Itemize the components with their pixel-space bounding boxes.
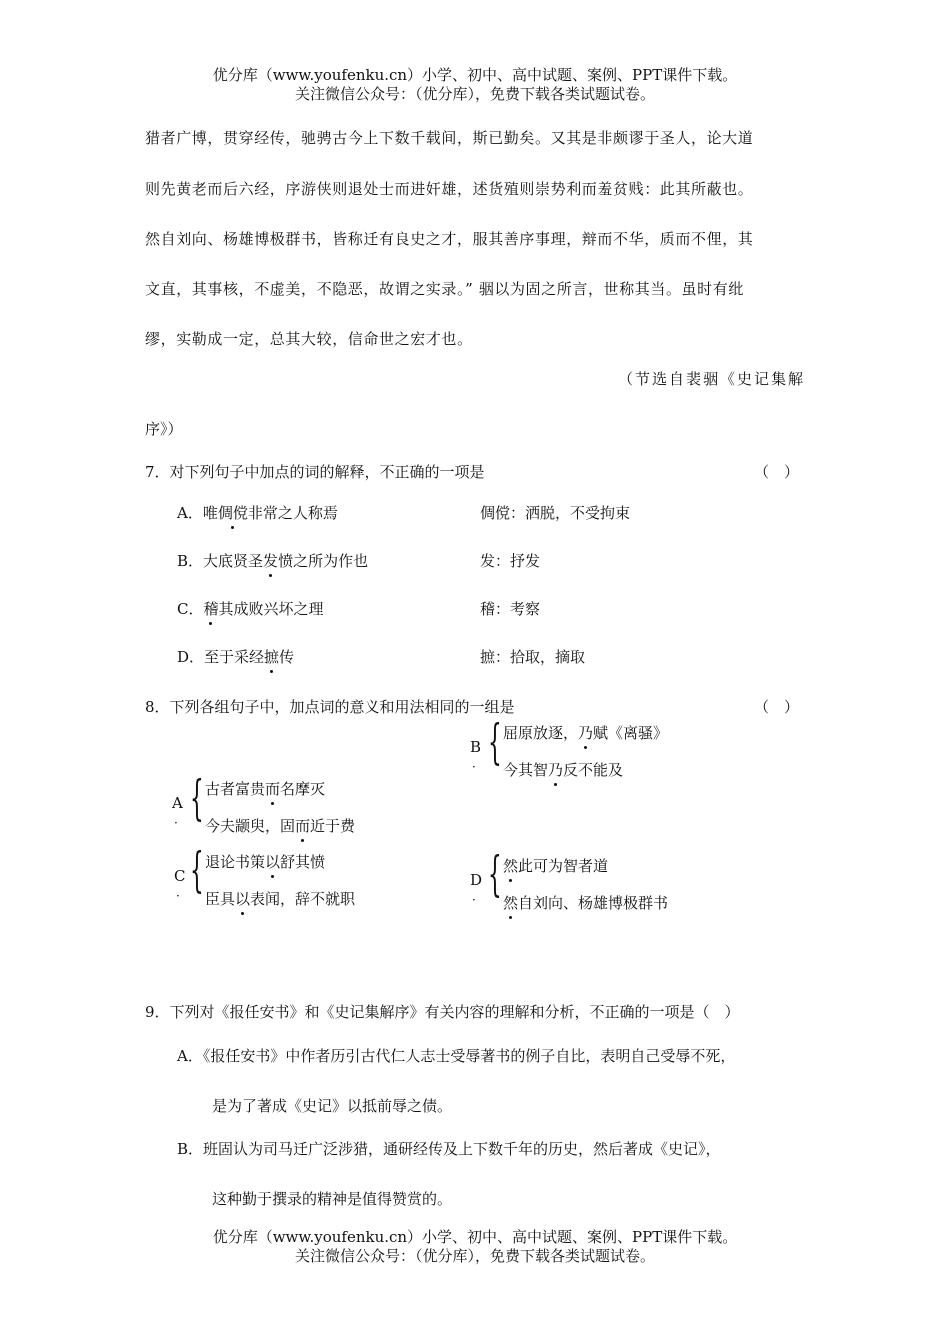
- option-text: 愤之所为作也: [278, 552, 369, 570]
- q8-d-label: D: [470, 871, 483, 889]
- option-label: B．: [177, 552, 204, 570]
- dotted-word: 以: [235, 890, 251, 908]
- dotted-word: 乃: [578, 724, 594, 742]
- option-label: D．: [177, 648, 205, 666]
- passage-line: 则先黄老而后六经，序游侠则退处士而进奸雄，述货殖则崇势利而羞贫贱：此其所蔽也。: [145, 180, 754, 198]
- q9-stem: 9．下列对《报任安书》和《史记集解序》有关内容的理解和分析，不正确的一项是（ ）: [145, 1003, 740, 1021]
- q9-option-b: B．班固认为司马迁广泛涉猎，通研经传及上下数千年的历史，然后著成《史记》，: [177, 1140, 721, 1158]
- option-text: 非常之人称焉: [247, 504, 338, 522]
- dotted-word: 然: [503, 894, 519, 912]
- q8-c-label: C: [174, 867, 186, 885]
- q8-d-line-1: [503, 855, 608, 876]
- q7-explain-d: 摭：拾取，摘取: [480, 648, 586, 666]
- q8-b-mark: ·: [472, 760, 476, 774]
- text: 表闻，辞不就职: [250, 890, 356, 908]
- brace-icon: {: [488, 714, 502, 770]
- footer-line-1: 优分库（www.youfenku.cn）小学、初中、高中试题、案例、PPT课件下载。: [212, 1228, 738, 1246]
- q7-explain-c: 稽：考察: [480, 600, 541, 618]
- q8-a-line-1: [205, 778, 325, 799]
- dotted-word: 稽: [203, 600, 219, 618]
- q8-a-mark: ·: [174, 816, 178, 830]
- q7-option-c: [177, 598, 324, 619]
- dotted-word: 发: [263, 552, 279, 570]
- q8-c-line-1: [205, 851, 325, 872]
- q7-stem: 7．对下列句子中加点的词的解释，不正确的一项是: [145, 463, 485, 481]
- q8-stem: 8．下列各组句子中，加点词的意义和用法相同的一组是: [145, 698, 515, 716]
- q8-b-label: B: [470, 738, 482, 756]
- text: 今夫颛臾，固: [205, 817, 296, 835]
- q8-a-line-2: [205, 815, 355, 836]
- text: 古者富贵: [205, 780, 266, 798]
- footer-line-2: 关注微信公众号：（优分库），免费下载各类试题试卷。: [294, 1247, 655, 1265]
- option-text: 唯: [202, 504, 218, 522]
- option-text: 至于采经: [204, 648, 265, 666]
- passage-line: 文直，其事核，不虚美，不隐恶，故谓之实录。” 骃以为固之所言，世称其当。虽时有纰: [145, 280, 744, 298]
- text: 赋《离骚》: [593, 724, 669, 742]
- dotted-word: 摭: [264, 648, 280, 666]
- option-label: C．: [177, 600, 204, 618]
- header-line-1: 优分库（www.youfenku.cn）小学、初中、高中试题、案例、PPT课件下载。: [212, 66, 738, 84]
- option-text: 大底贤圣: [203, 552, 264, 570]
- dotted-word: 以: [265, 853, 281, 871]
- option-text: 传: [279, 648, 295, 666]
- text: 臣具: [205, 890, 236, 908]
- q7-option-d: [177, 646, 294, 667]
- text: 今其智: [503, 761, 549, 779]
- q8-d-line-2: [503, 892, 668, 913]
- q8-b-line-1: [503, 722, 668, 743]
- passage-line: 然自刘向、杨雄博极群书，皆称迁有良史之才，服其善序事理，辩而不华，质而不俚，其: [145, 230, 754, 248]
- dotted-word: 倜傥: [217, 504, 248, 522]
- q8-c-mark: ·: [176, 889, 180, 903]
- passage-line: 猎者广博，贯穿经传，驰骋古今上下数千载间，斯已勤矣。又其是非颇谬于圣人，论大道: [145, 129, 754, 147]
- q8-c-line-2: [205, 888, 355, 909]
- text: 屈原放逐，: [503, 724, 579, 742]
- q8-d-mark: ·: [472, 893, 476, 907]
- q8-a-label: A: [172, 794, 183, 812]
- option-label: A．: [177, 504, 203, 522]
- passage-line: 缪，实勒成一定，总其大较，信命世之宏才也。: [145, 330, 473, 348]
- q7-option-b: [177, 550, 368, 571]
- dotted-word: 而: [265, 780, 281, 798]
- option-text: 其成败兴坏之理: [218, 600, 324, 618]
- header-line-2: 关注微信公众号：（优分库），免费下载各类试题试卷。: [294, 85, 655, 103]
- q8-answer-paren: （ ）: [754, 698, 800, 716]
- passage-source: （节选自裴骃《史记集解: [617, 370, 805, 388]
- q9-option-a: A．《报任安书》中作者历引古代仁人志士受辱著书的例子自比，表明自己受辱不死，: [177, 1047, 736, 1065]
- passage-source-cont: 序》）: [145, 420, 183, 438]
- text: 名摩灭: [280, 780, 326, 798]
- dotted-word: 乃: [548, 761, 564, 779]
- q7-option-a: [177, 502, 338, 523]
- q8-b-line-2: [503, 759, 623, 780]
- q7-answer-paren: （ ）: [754, 463, 800, 481]
- q9-option-b-cont: 这种勤于撰录的精神是值得赞赏的。: [212, 1190, 453, 1208]
- brace-icon: {: [488, 846, 502, 902]
- q7-explain-a: 倜傥：洒脱，不受拘束: [480, 504, 631, 522]
- brace-icon: {: [190, 770, 204, 826]
- q9-option-a-cont: 是为了著成《史记》以抵前辱之债。: [212, 1097, 453, 1115]
- dotted-word: 然: [503, 857, 519, 875]
- text: 自刘向、杨雄博极群书: [518, 894, 669, 912]
- text: 舒其愤: [280, 853, 326, 871]
- text: 近于费: [310, 817, 356, 835]
- brace-icon: {: [190, 842, 204, 898]
- text: 此可为智者道: [518, 857, 609, 875]
- text: 反不能及: [563, 761, 624, 779]
- dotted-word: 而: [295, 817, 311, 835]
- text: 退论书策: [205, 853, 266, 871]
- q7-explain-b: 发：抒发: [480, 552, 541, 570]
